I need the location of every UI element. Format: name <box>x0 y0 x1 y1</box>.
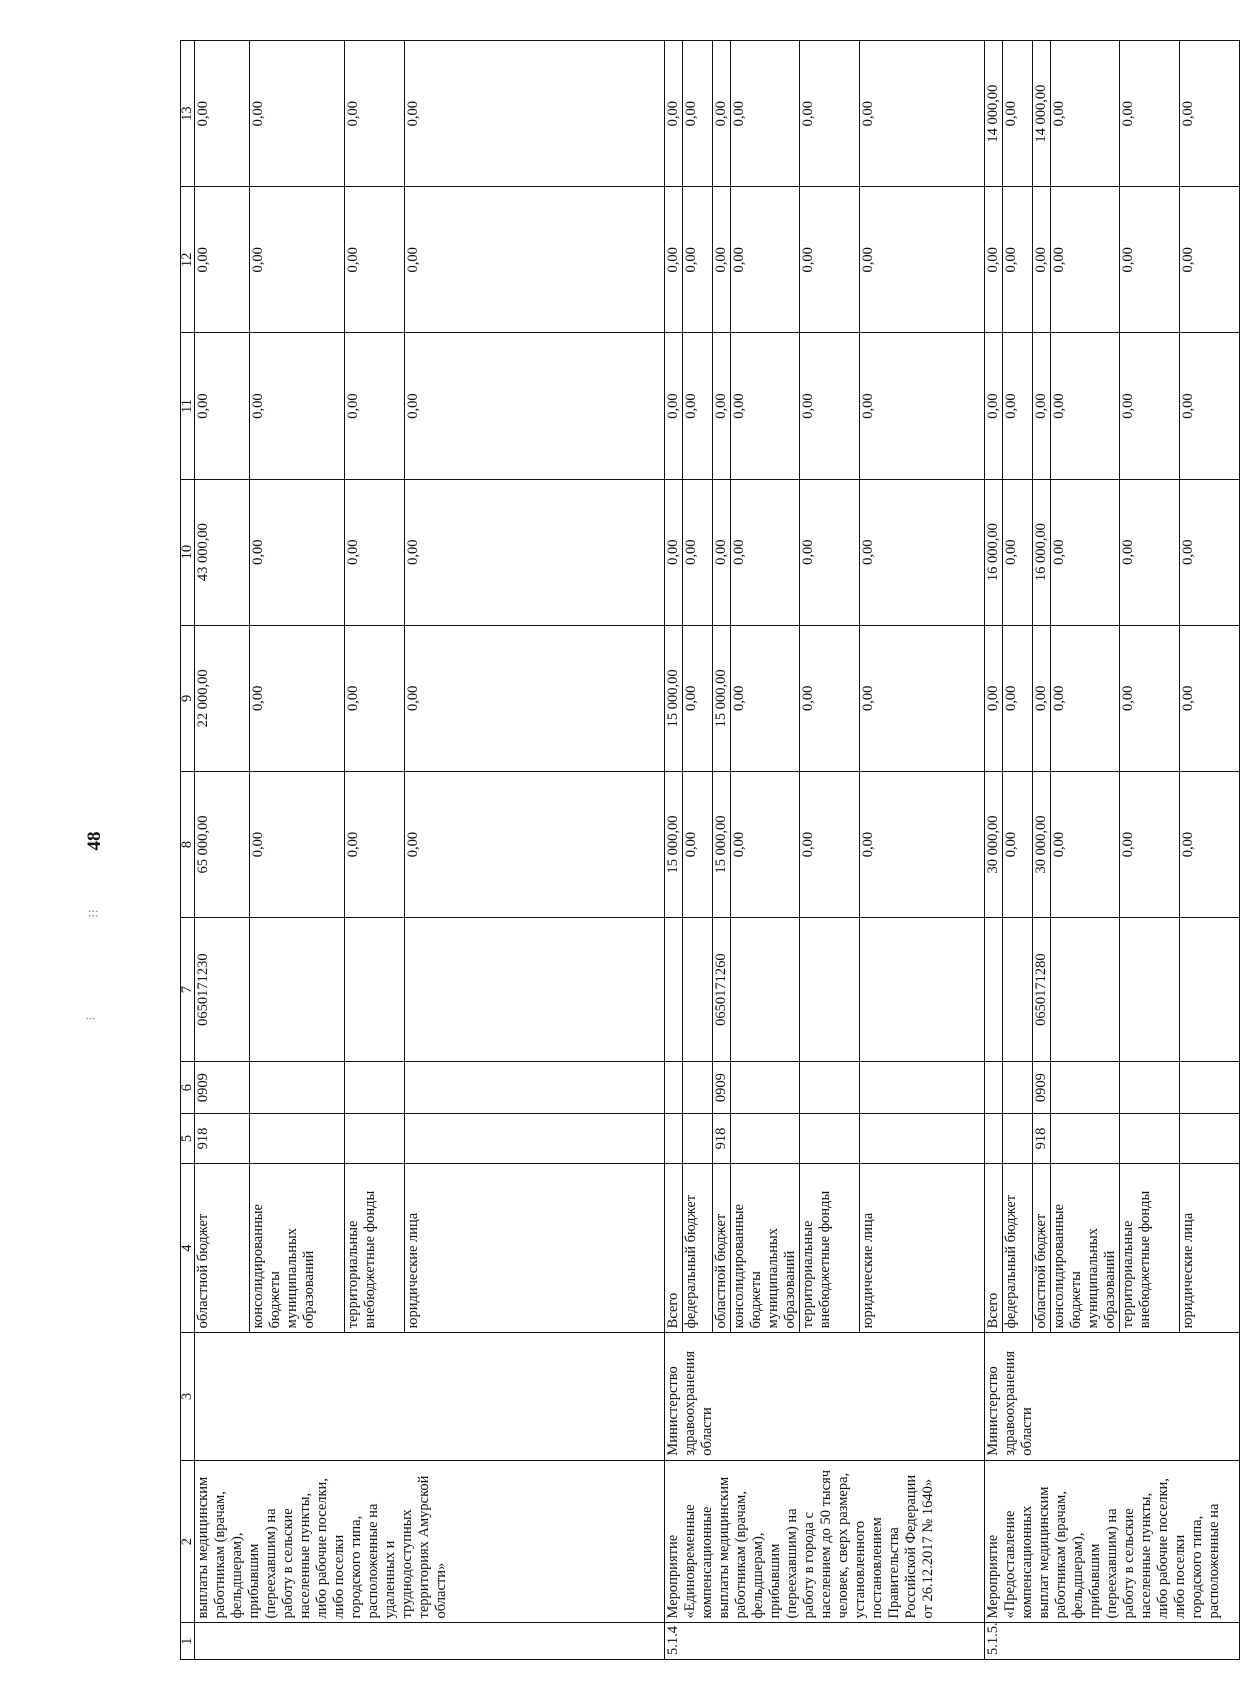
value-cell-c5 <box>731 1114 800 1164</box>
value-cell-c9: 0,00 <box>345 625 405 771</box>
value-cell-c8: 0,00 <box>860 771 985 917</box>
value-cell-c11: 0,00 <box>250 333 345 479</box>
value-cell-c10: 0,00 <box>713 479 731 625</box>
funding-source-cell: консолидированные бюджеты муниципальных образований <box>731 1163 800 1332</box>
value-cell-c5 <box>665 1114 683 1164</box>
value-cell-c10: 16 000,00 <box>1033 479 1051 625</box>
value-cell-c11: 0,00 <box>683 333 713 479</box>
value-cell-c13: 0,00 <box>713 41 731 187</box>
value-cell-c10: 0,00 <box>800 479 860 625</box>
value-cell-c12: 0,00 <box>250 187 345 333</box>
value-cell-c9: 22 000,00 <box>195 625 250 771</box>
value-cell-c13: 0,00 <box>345 41 405 187</box>
value-cell-c5 <box>1120 1114 1180 1164</box>
funding-table <box>180 40 1240 1660</box>
value-cell-c13: 0,00 <box>800 41 860 187</box>
value-cell-c13: 0,00 <box>665 41 683 187</box>
value-cell-c8: 30 000,00 <box>985 771 1003 917</box>
value-cell-c5 <box>985 1114 1003 1164</box>
value-cell-c12: 0,00 <box>405 187 665 333</box>
value-cell-c12: 0,00 <box>1051 187 1120 333</box>
value-cell-c13: 0,00 <box>731 41 800 187</box>
value-cell-c11: 0,00 <box>1051 333 1120 479</box>
row-code-cell <box>195 1623 665 1660</box>
value-cell-c5 <box>1003 1114 1033 1164</box>
value-cell-c11: 0,00 <box>1120 333 1180 479</box>
value-cell-c12: 0,00 <box>1003 187 1033 333</box>
funding-source-cell: территориальные внебюджетные фонды <box>345 1163 405 1332</box>
value-cell-c11: 0,00 <box>1033 333 1051 479</box>
value-cell-c7: 0650171260 <box>713 918 731 1062</box>
value-cell-c13: 0,00 <box>1180 41 1240 187</box>
funding-source-cell: консолидированные бюджеты муниципальных образований <box>1051 1163 1120 1332</box>
executor-cell: Министерство здравоохранения области <box>985 1333 1240 1460</box>
value-cell-c12: 0,00 <box>665 187 683 333</box>
value-cell-c5 <box>345 1114 405 1164</box>
value-cell-c9: 0,00 <box>800 625 860 771</box>
value-cell-c9: 0,00 <box>860 625 985 771</box>
funding-source-cell: Всего <box>665 1163 683 1332</box>
value-cell-c8: 0,00 <box>250 771 345 917</box>
value-cell-c13: 0,00 <box>860 41 985 187</box>
rotated-table-sheet <box>179 40 1222 1660</box>
value-cell-c7 <box>1120 918 1180 1062</box>
value-cell-c6 <box>860 1062 985 1114</box>
value-cell-c11: 0,00 <box>345 333 405 479</box>
value-cell-c7 <box>731 918 800 1062</box>
value-cell-c11: 0,00 <box>665 333 683 479</box>
value-cell-c11: 0,00 <box>731 333 800 479</box>
column-header: 7 <box>181 918 195 1062</box>
value-cell-c10: 0,00 <box>345 479 405 625</box>
value-cell-c13: 14 000,00 <box>1033 41 1051 187</box>
funding-source-cell: федеральный бюджет <box>683 1163 713 1332</box>
value-cell-c10: 0,00 <box>405 479 665 625</box>
value-cell-c9: 0,00 <box>1033 625 1051 771</box>
column-header: 13 <box>181 41 195 187</box>
value-cell-c9: 0,00 <box>731 625 800 771</box>
value-cell-c12: 0,00 <box>1033 187 1051 333</box>
column-header: 4 <box>181 1163 195 1332</box>
value-cell-c11: 0,00 <box>195 333 250 479</box>
value-cell-c8: 0,00 <box>1180 771 1240 917</box>
funding-source-cell: федеральный бюджет <box>1003 1163 1033 1332</box>
value-cell-c11: 0,00 <box>985 333 1003 479</box>
funding-source-cell: областной бюджет <box>1033 1163 1051 1332</box>
value-cell-c13: 0,00 <box>1051 41 1120 187</box>
value-cell-c10: 0,00 <box>1120 479 1180 625</box>
value-cell-c6 <box>1120 1062 1180 1114</box>
column-header: 3 <box>181 1333 195 1460</box>
scan-artifact: ⁝ <box>84 1016 100 1021</box>
value-cell-c7 <box>683 918 713 1062</box>
value-cell-c10: 0,00 <box>860 479 985 625</box>
column-header: 12 <box>181 187 195 333</box>
value-cell-c10: 0,00 <box>731 479 800 625</box>
value-cell-c7 <box>250 918 345 1062</box>
value-cell-c6 <box>405 1062 665 1114</box>
value-cell-c6 <box>800 1062 860 1114</box>
value-cell-c5 <box>1180 1114 1240 1164</box>
value-cell-c5 <box>405 1114 665 1164</box>
value-cell-c12: 0,00 <box>195 187 250 333</box>
value-cell-c11: 0,00 <box>860 333 985 479</box>
value-cell-c13: 0,00 <box>1120 41 1180 187</box>
page-number: 48 <box>84 831 105 851</box>
value-cell-c13: 14 000,00 <box>985 41 1003 187</box>
funding-source-cell: областной бюджет <box>195 1163 250 1332</box>
value-cell-c5 <box>860 1114 985 1164</box>
value-cell-c7 <box>665 918 683 1062</box>
value-cell-c9: 0,00 <box>985 625 1003 771</box>
value-cell-c10: 0,00 <box>665 479 683 625</box>
value-cell-c10: 0,00 <box>1003 479 1033 625</box>
value-cell-c12: 0,00 <box>860 187 985 333</box>
row-code-cell: 5.1.5. <box>985 1623 1240 1660</box>
value-cell-c8: 0,00 <box>1051 771 1120 917</box>
header-row <box>181 41 195 1660</box>
value-cell-c6 <box>1180 1062 1240 1114</box>
column-header: 6 <box>181 1062 195 1114</box>
value-cell-c8: 0,00 <box>800 771 860 917</box>
value-cell-c6: 0909 <box>713 1062 731 1114</box>
value-cell-c13: 0,00 <box>405 41 665 187</box>
value-cell-c8: 0,00 <box>1003 771 1033 917</box>
column-header: 1 <box>181 1623 195 1660</box>
executor-cell <box>195 1333 665 1460</box>
value-cell-c5 <box>250 1114 345 1164</box>
value-cell-c7 <box>800 918 860 1062</box>
value-cell-c11: 0,00 <box>800 333 860 479</box>
value-cell-c7 <box>1051 918 1120 1062</box>
funding-source-cell: территориальные внебюджетные фонды <box>1120 1163 1180 1332</box>
value-cell-c5: 918 <box>195 1114 250 1164</box>
activity-name-cell: Мероприятие «Единовременные компенсационные выплаты медицинским работникам (врачам, фельдшерам), прибывшим (переехавшим) на работу в города с населением до 50 тысяч человек, сверх размера, установленного постановлением Правительства Российской Федерации от 26.12.2017 № 1640» <box>665 1460 985 1623</box>
funding-source-cell: юридические лица <box>405 1163 665 1332</box>
table-row <box>665 41 683 1660</box>
column-header: 11 <box>181 333 195 479</box>
value-cell-c11: 0,00 <box>1003 333 1033 479</box>
funding-source-cell: юридические лица <box>1180 1163 1240 1332</box>
value-cell-c13: 0,00 <box>683 41 713 187</box>
column-header: 10 <box>181 479 195 625</box>
value-cell-c9: 0,00 <box>405 625 665 771</box>
table-row <box>985 41 1003 1660</box>
value-cell-c10: 0,00 <box>1180 479 1240 625</box>
value-cell-c9: 0,00 <box>683 625 713 771</box>
value-cell-c8: 0,00 <box>731 771 800 917</box>
value-cell-c6: 0909 <box>195 1062 250 1114</box>
value-cell-c7 <box>345 918 405 1062</box>
value-cell-c8: 0,00 <box>683 771 713 917</box>
value-cell-c9: 0,00 <box>1120 625 1180 771</box>
value-cell-c11: 0,00 <box>1180 333 1240 479</box>
value-cell-c13: 0,00 <box>195 41 250 187</box>
value-cell-c10: 16 000,00 <box>985 479 1003 625</box>
column-header: 2 <box>181 1460 195 1623</box>
value-cell-c12: 0,00 <box>985 187 1003 333</box>
table-row <box>195 41 250 1660</box>
activity-name-cell: Мероприятие «Предоставление компенсационных выплат медицинским работникам (врачам, фельдшерам), прибывшим (переехавшим) на работу в сельские населенные пункты, либо рабочие поселки, либо поселки городского типа, расположенные на <box>985 1460 1240 1623</box>
funding-source-cell: Всего <box>985 1163 1003 1332</box>
value-cell-c12: 0,00 <box>800 187 860 333</box>
value-cell-c6 <box>985 1062 1003 1114</box>
value-cell-c6: 0909 <box>1033 1062 1051 1114</box>
value-cell-c12: 0,00 <box>1120 187 1180 333</box>
value-cell-c8: 65 000,00 <box>195 771 250 917</box>
value-cell-c6 <box>731 1062 800 1114</box>
funding-source-cell: областной бюджет <box>713 1163 731 1332</box>
value-cell-c8: 30 000,00 <box>1033 771 1051 917</box>
value-cell-c7 <box>1180 918 1240 1062</box>
value-cell-c7 <box>1003 918 1033 1062</box>
column-header: 5 <box>181 1114 195 1164</box>
value-cell-c12: 0,00 <box>731 187 800 333</box>
value-cell-c8: 0,00 <box>1120 771 1180 917</box>
value-cell-c5 <box>683 1114 713 1164</box>
value-cell-c7 <box>405 918 665 1062</box>
value-cell-c9: 15 000,00 <box>665 625 683 771</box>
value-cell-c6 <box>665 1062 683 1114</box>
value-cell-c10: 43 000,00 <box>195 479 250 625</box>
value-cell-c8: 0,00 <box>345 771 405 917</box>
value-cell-c7: 0650171230 <box>195 918 250 1062</box>
value-cell-c8: 15 000,00 <box>665 771 683 917</box>
value-cell-c8: 0,00 <box>405 771 665 917</box>
value-cell-c13: 0,00 <box>1003 41 1033 187</box>
value-cell-c9: 15 000,00 <box>713 625 731 771</box>
value-cell-c7: 0650171280 <box>1033 918 1051 1062</box>
funding-source-cell: консолидированные бюджеты муниципальных образований <box>250 1163 345 1332</box>
column-header: 8 <box>181 771 195 917</box>
value-cell-c9: 0,00 <box>1003 625 1033 771</box>
value-cell-c13: 0,00 <box>250 41 345 187</box>
executor-cell: Министерство здравоохранения области <box>665 1333 985 1460</box>
activity-name-cell: выплаты медицинским работникам (врачам, фельдшерам), прибывшим (переехавшим) на работу в сельские населенные пункты, либо рабочие поселки, либо поселки городского типа, расположенные на удаленных и труднодоступных территориях Амурской области» <box>195 1460 665 1623</box>
value-cell-c5: 918 <box>713 1114 731 1164</box>
value-cell-c10: 0,00 <box>683 479 713 625</box>
funding-source-cell: юридические лица <box>860 1163 985 1332</box>
value-cell-c9: 0,00 <box>1051 625 1120 771</box>
value-cell-c5 <box>800 1114 860 1164</box>
value-cell-c11: 0,00 <box>713 333 731 479</box>
row-code-cell: 5.1.4 <box>665 1623 985 1660</box>
value-cell-c8: 15 000,00 <box>713 771 731 917</box>
value-cell-c5: 918 <box>1033 1114 1051 1164</box>
value-cell-c5 <box>1051 1114 1120 1164</box>
value-cell-c7 <box>860 918 985 1062</box>
value-cell-c6 <box>1051 1062 1120 1114</box>
value-cell-c11: 0,00 <box>405 333 665 479</box>
value-cell-c12: 0,00 <box>683 187 713 333</box>
column-header: 9 <box>181 625 195 771</box>
value-cell-c7 <box>985 918 1003 1062</box>
value-cell-c12: 0,00 <box>713 187 731 333</box>
value-cell-c9: 0,00 <box>250 625 345 771</box>
value-cell-c6 <box>345 1062 405 1114</box>
value-cell-c10: 0,00 <box>250 479 345 625</box>
funding-source-cell: территориальные внебюджетные фонды <box>800 1163 860 1332</box>
value-cell-c6 <box>1003 1062 1033 1114</box>
value-cell-c6 <box>683 1062 713 1114</box>
value-cell-c9: 0,00 <box>1180 625 1240 771</box>
scan-artifact: ⁝⁝ <box>86 909 102 918</box>
value-cell-c12: 0,00 <box>1180 187 1240 333</box>
value-cell-c12: 0,00 <box>345 187 405 333</box>
value-cell-c6 <box>250 1062 345 1114</box>
value-cell-c10: 0,00 <box>1051 479 1120 625</box>
